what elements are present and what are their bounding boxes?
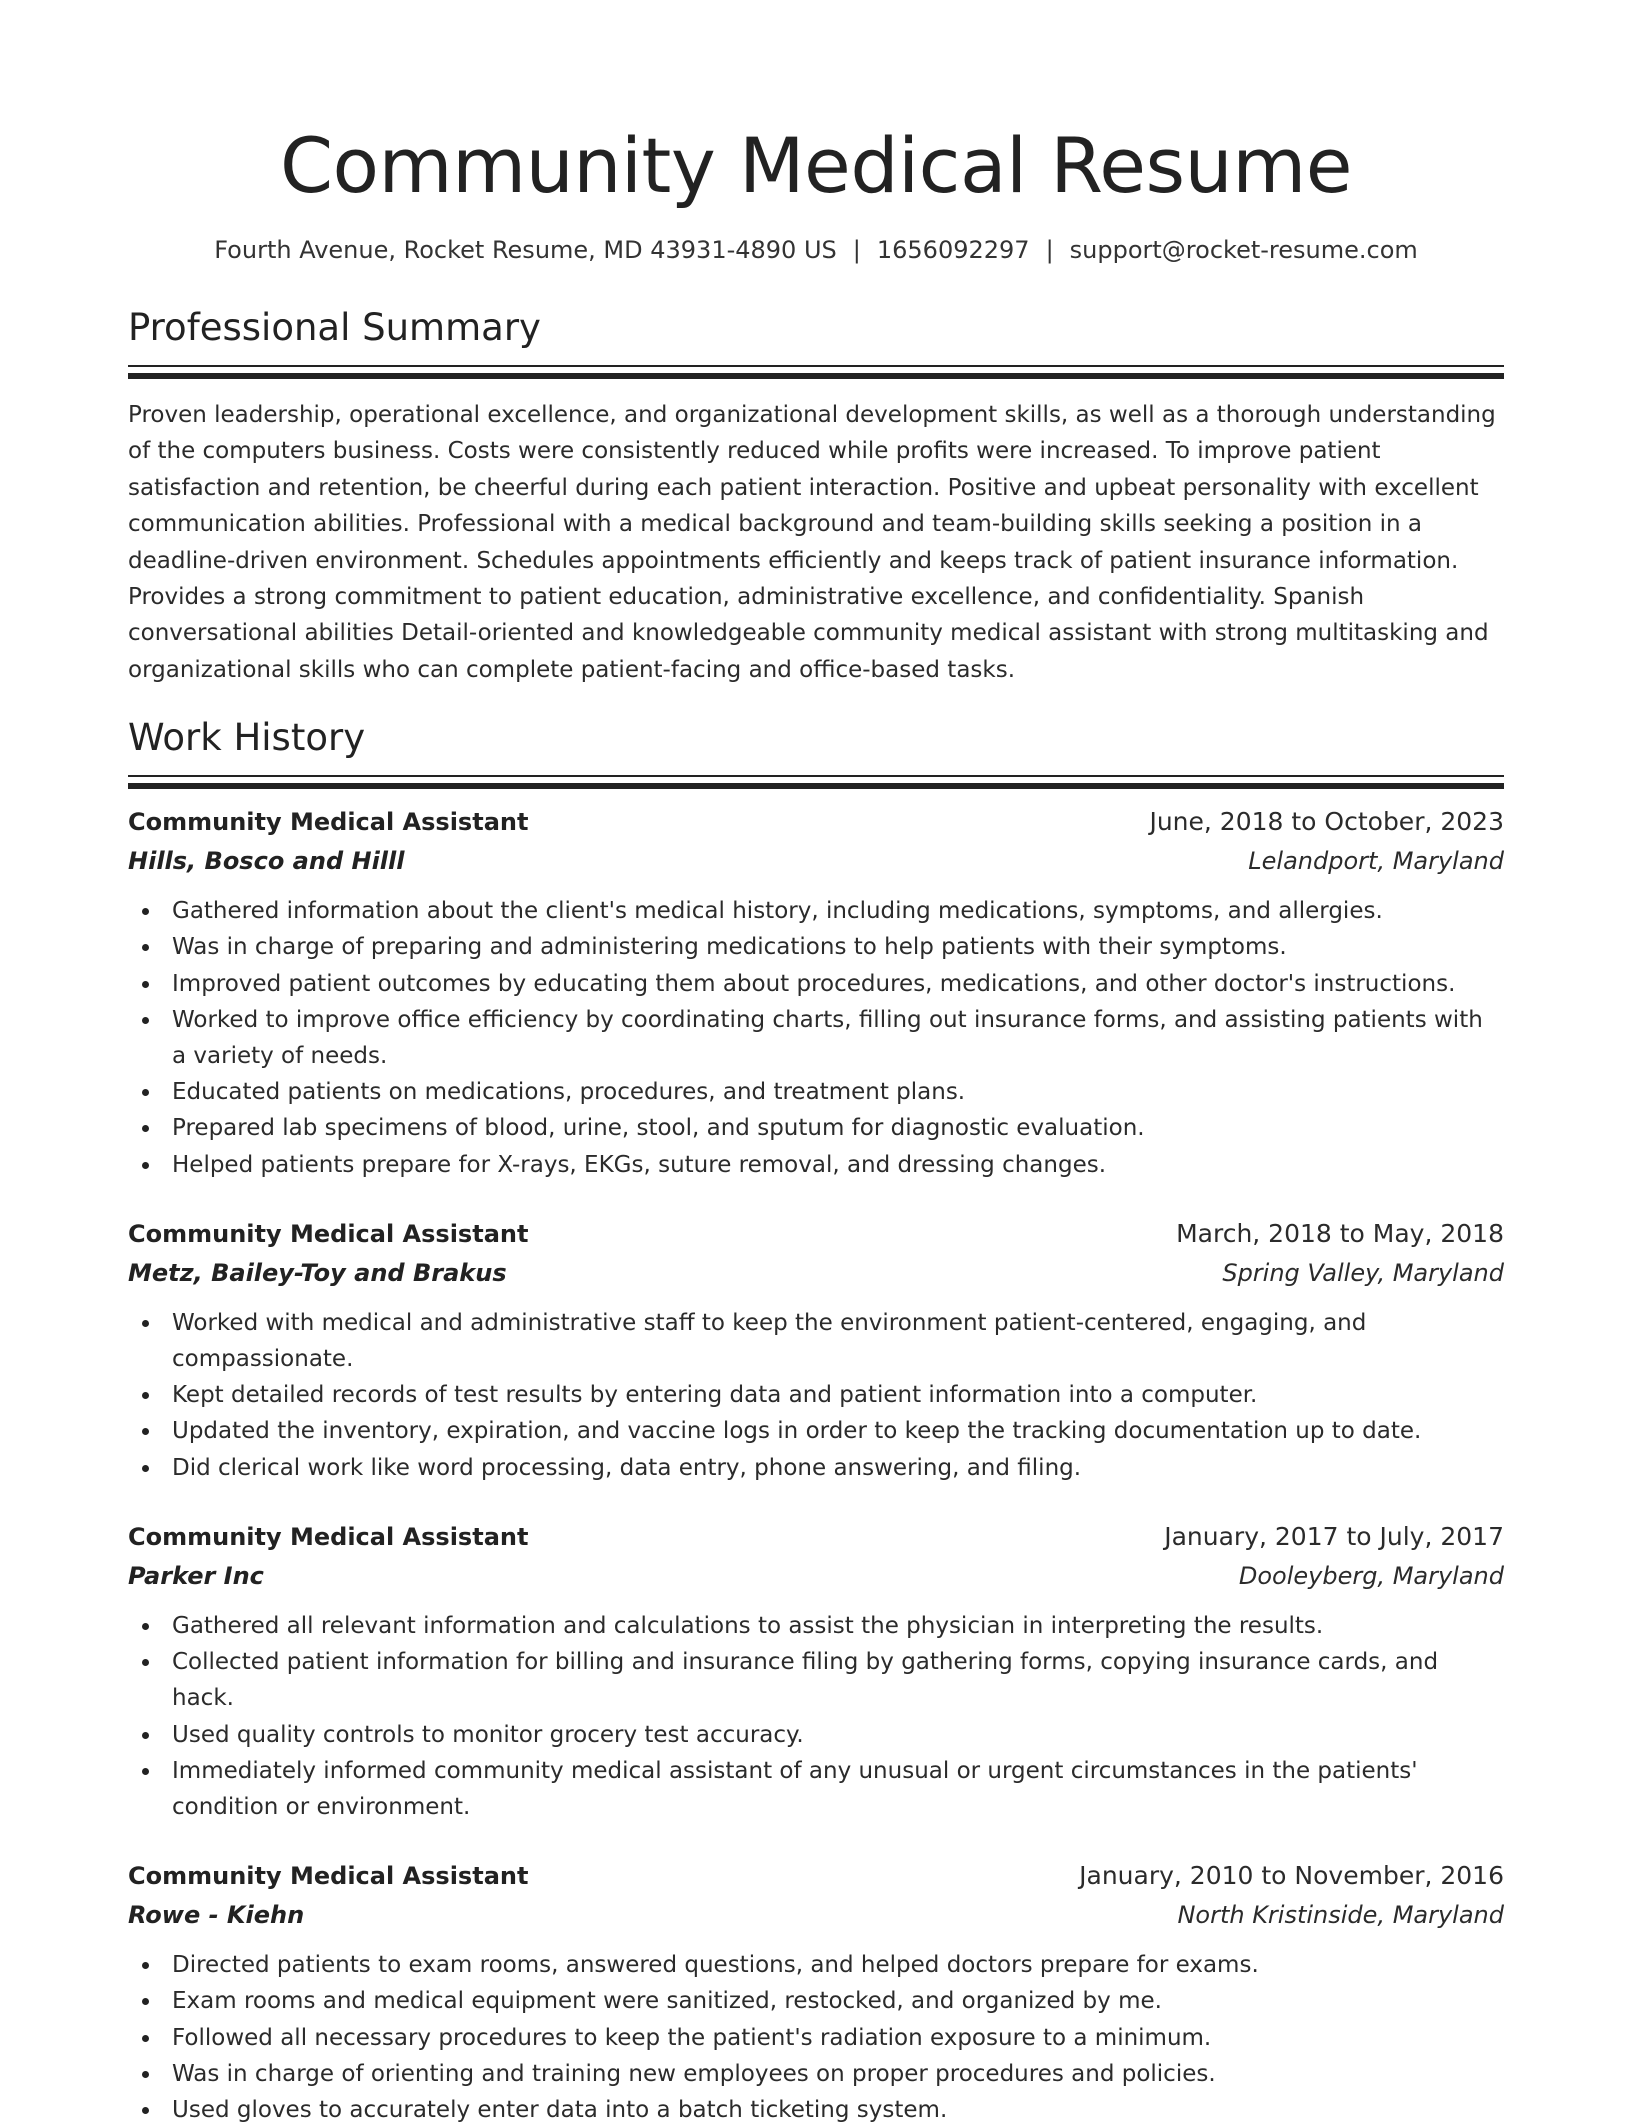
job-dates: January, 2017 to July, 2017 (1164, 1521, 1504, 1551)
job-bullet-text: Improved patient outcomes by educating them about procedures, medications, and other doctor's instructions. (172, 970, 1456, 997)
job-employer-row (128, 1895, 1504, 1935)
contact-line (128, 234, 1504, 266)
contact-email: support@rocket-resume.com (1069, 236, 1418, 264)
bullet-dot-icon (142, 2071, 149, 2078)
bullet-dot-icon (142, 981, 149, 988)
job-company: Parker Inc (128, 1561, 264, 1590)
work-history-section (128, 715, 1504, 2128)
job-bullet-text: Used quality controls to monitor grocery test accuracy. (172, 1721, 804, 1748)
job-bullet-text: Directed patients to exam rooms, answered questions, and helped doctors prepare for exams. (172, 1952, 1259, 1979)
job-bullet-text: Gathered all relevant information and calculations to assist the physician in interpreting the results. (172, 1612, 1324, 1639)
bullet-dot-icon (142, 1732, 149, 1739)
job-title: Community Medical Assistant (128, 808, 529, 837)
job-company: Rowe - Kiehn (128, 1901, 305, 1930)
job-entry (128, 1215, 1504, 1486)
bullet-dot-icon (142, 2107, 149, 2114)
job-bullet (128, 966, 1504, 1002)
bullet-dot-icon (142, 1465, 149, 1472)
job-bullet-text: Collected patient information for billing and insurance filing by gathering forms, copying insurance cards, and hack. (172, 1649, 1439, 1712)
job-bullet-text: Immediately informed community medical assistant of any unusual or urgent circumstances in the patients' condition or environment. (172, 1757, 1418, 1820)
job-location: Dooleyberg, Maryland (1238, 1561, 1504, 1590)
section-divider-thin (128, 365, 1504, 367)
job-bullet-text: Prepared lab specimens of blood, urine, stool, and sputum for diagnostic evaluation. (172, 1115, 1145, 1142)
section-divider-thick (128, 783, 1504, 789)
section-heading-work-history: Work History (128, 716, 366, 760)
section-divider-thin (128, 775, 1504, 777)
contact-phone: 1656092297 (876, 236, 1030, 264)
job-location: Spring Valley, Maryland (1222, 1258, 1504, 1287)
summary-paragraph: Proven leadership, operational excellence, and organizational development skills, as well as a thorough understanding of the computers business. Costs were consistently reduced while profits were increased. To improve patient satisfaction and retention, be cheerful during each patient interaction. Positive and upbeat personality with excellent communication abilities. Professional with a medical background and team-building skills seeking a position in a deadline-driven environment. Schedules appointments efficiently and keeps track of patient insurance information. Provides a strong commitment to patient education, administrative excellence, and confidentiality. Spanish conversational abilities Detail-oriented and knowledgeable community medical assistant with strong multitasking and organizational skills who can complete patient-facing and office-based tasks. (128, 402, 1496, 683)
bullet-dot-icon (142, 1017, 149, 1024)
job-bullet (128, 2056, 1504, 2092)
job-location: Lelandport, Maryland (1248, 847, 1504, 876)
job-bullet-text: Updated the inventory, expiration, and vaccine logs in order to keep the tracking documentation up to date. (172, 1418, 1422, 1445)
job-bullet (128, 893, 1504, 929)
job-title: Community Medical Assistant (128, 1219, 529, 1248)
job-bullet (128, 1644, 1504, 1716)
job-bullet-text: Used gloves to accurately enter data into a batch ticketing system. (172, 2096, 948, 2123)
job-bullet (128, 1377, 1504, 1413)
job-bullet (128, 1110, 1504, 1146)
job-bullet-text: Kept detailed records of test results by entering data and patient information into a computer. (172, 1382, 1258, 1409)
bullet-dot-icon (142, 1768, 149, 1775)
job-dates: June, 2018 to October, 2023 (1149, 807, 1504, 837)
bullet-dot-icon (142, 1089, 149, 1096)
job-bullet (128, 1147, 1504, 1183)
job-entry (128, 1518, 1504, 1825)
bullet-dot-icon (142, 1125, 149, 1132)
job-title: Community Medical Assistant (128, 1522, 529, 1551)
job-entry (128, 803, 1504, 1183)
job-bullet (128, 1717, 1504, 1753)
job-employer-row (128, 1253, 1504, 1293)
job-bullet-list (128, 1608, 1504, 1825)
job-bullet-text: Followed all necessary procedures to keep the patient's radiation exposure to a minimum. (172, 2024, 1212, 2051)
job-employer-row (128, 1556, 1504, 1596)
job-bullet-list (128, 1947, 1504, 2128)
job-bullet-text: Helped patients prepare for X-rays, EKGs, suture removal, and dressing changes. (172, 1151, 1107, 1178)
job-bullet-text: Educated patients on medications, procedures, and treatment plans. (172, 1079, 966, 1106)
bullet-dot-icon (142, 1162, 149, 1169)
contact-separator: | (1045, 236, 1054, 264)
bullet-dot-icon (142, 908, 149, 915)
resume-title: Community Medical Resume (279, 121, 1353, 210)
bullet-dot-icon (142, 2035, 149, 2042)
job-bullet-text: Was in charge of preparing and administering medications to help patients with their symptoms. (172, 934, 1287, 961)
job-dates: January, 2010 to November, 2016 (1079, 1861, 1504, 1891)
job-header-row (128, 1857, 1504, 1895)
job-bullet (128, 1074, 1504, 1110)
job-bullet-list (128, 1305, 1504, 1486)
job-bullet (128, 1002, 1504, 1074)
job-company: Hills, Bosco and Hilll (128, 847, 405, 876)
job-bullet (128, 1413, 1504, 1449)
job-dates: March, 2018 to May, 2018 (1176, 1218, 1504, 1248)
job-title: Community Medical Assistant (128, 1862, 529, 1891)
bullet-dot-icon (142, 944, 149, 951)
job-bullet (128, 2092, 1504, 2128)
professional-summary-section (128, 305, 1504, 688)
job-bullet-text: Was in charge of orienting and training new employees on proper procedures and policies. (172, 2060, 1216, 2087)
job-employer-row (128, 841, 1504, 881)
job-entry (128, 1857, 1504, 2128)
job-bullet-text: Worked to improve office efficiency by coordinating charts, filling out insurance forms, and assisting patients with a variety of needs. (172, 1006, 1483, 1070)
contact-address: Fourth Avenue, Rocket Resume, MD 43931-4890 US (214, 236, 837, 264)
job-bullet (128, 929, 1504, 965)
job-bullet-list (128, 893, 1504, 1183)
job-bullet (128, 1947, 1504, 1983)
job-bullet-text: Did clerical work like word processing, data entry, phone answering, and filing. (172, 1454, 1082, 1481)
job-company: Metz, Bailey-Toy and Brakus (128, 1258, 507, 1287)
job-bullet (128, 1608, 1504, 1644)
section-heading-summary: Professional Summary (128, 306, 541, 349)
bullet-dot-icon (142, 1998, 149, 2005)
resume-page (128, 0, 1504, 2128)
job-header-row (128, 803, 1504, 841)
bullet-dot-icon (142, 1962, 149, 1969)
job-bullet (128, 1450, 1504, 1486)
bullet-dot-icon (142, 1320, 149, 1327)
section-divider-thick (128, 373, 1504, 379)
job-bullet (128, 2020, 1504, 2056)
bullet-dot-icon (142, 1623, 149, 1630)
job-bullet-text: Worked with medical and administrative staff to keep the environment patient-centered, engaging, and compassionate. (172, 1309, 1367, 1373)
job-header-row (128, 1215, 1504, 1253)
bullet-dot-icon (142, 1392, 149, 1399)
job-header-row (128, 1518, 1504, 1556)
bullet-dot-icon (142, 1659, 149, 1666)
job-bullet (128, 1983, 1504, 2019)
bullet-dot-icon (142, 1428, 149, 1435)
contact-separator: | (852, 236, 861, 264)
job-bullet-text: Gathered information about the client's medical history, including medications, symptoms, and allergies. (172, 898, 1383, 925)
job-bullet (128, 1305, 1504, 1377)
job-bullet (128, 1753, 1504, 1825)
job-location: North Kristinside, Maryland (1177, 1901, 1504, 1930)
job-bullet-text: Exam rooms and medical equipment were sanitized, restocked, and organized by me. (172, 1988, 1162, 2015)
